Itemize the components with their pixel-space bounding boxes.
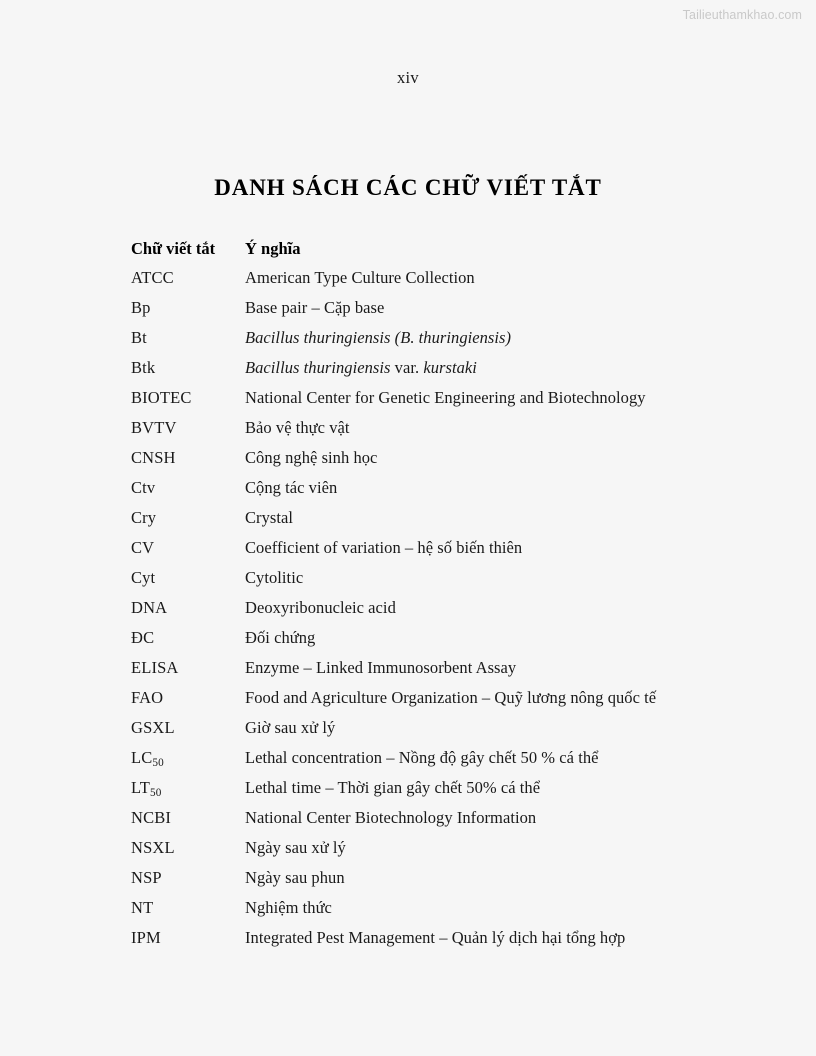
- table-row: [131, 893, 731, 923]
- abbreviation-meaning: National Center for Genetic Engineering and Biotechnology: [245, 388, 646, 407]
- table-row: [131, 683, 731, 713]
- abbreviation-term: Btk: [131, 358, 156, 377]
- abbreviation-meaning: Lethal time – Thời gian gây chết 50% cá thể: [245, 778, 541, 797]
- abbreviation-meaning: Nghiệm thức: [245, 898, 332, 917]
- abbreviation-term: ĐC: [131, 628, 155, 647]
- abbreviation-meaning: Ngày sau xử lý: [245, 838, 346, 857]
- abbreviation-meaning: Giờ sau xử lý: [245, 718, 336, 737]
- table-row: [131, 623, 731, 653]
- table-row: [131, 923, 731, 953]
- table-row: [131, 383, 731, 413]
- table-row: [131, 863, 731, 893]
- table-row: [131, 503, 731, 533]
- abbreviation-term: NCBI: [131, 808, 172, 827]
- abbreviation-term: NSP: [131, 868, 162, 887]
- table-row: [131, 773, 731, 803]
- abbreviation-term: ATCC: [131, 268, 174, 287]
- abbreviation-term: NSXL: [131, 838, 175, 857]
- term-subscript: 50: [149, 787, 162, 800]
- table-row: [131, 353, 731, 383]
- abbreviation-meaning: Đối chứng: [245, 628, 316, 647]
- table-row: [131, 533, 731, 563]
- abbreviation-term: Bt: [131, 328, 147, 347]
- abbreviation-term: DNA: [131, 598, 168, 617]
- table-body: [131, 263, 731, 953]
- abbreviation-term: Bp: [131, 298, 151, 317]
- abbreviation-meaning: Food and Agriculture Organization – Quỹ lương nông quốc tế: [245, 688, 657, 707]
- abbreviation-term: Cry: [131, 508, 157, 527]
- abbreviation-term: FAO: [131, 688, 164, 707]
- abbreviations-table: [131, 234, 731, 953]
- abbreviation-meaning: Bảo vệ thực vật: [245, 418, 350, 437]
- abbreviation-term: Cyt: [131, 568, 156, 587]
- abbreviation-term: $LT_{50}$: [131, 778, 162, 800]
- abbreviation-term: NT: [131, 898, 154, 917]
- abbreviation-meaning: Coefficient of variation – hệ số biến thiên: [245, 538, 523, 557]
- table-row: [131, 743, 731, 773]
- page-title: DANH SÁCH CÁC CHỮ VIẾT TẮT: [214, 175, 602, 201]
- table-row: [131, 293, 731, 323]
- table-row: [131, 413, 731, 443]
- table-row: [131, 833, 731, 863]
- abbreviation-meaning: Crystal: [245, 508, 294, 527]
- abbreviation-term: $LC_{50}$: [131, 748, 164, 770]
- abbreviation-term: BIOTEC: [131, 388, 192, 407]
- abbreviation-meaning: Ngày sau phun: [245, 868, 345, 887]
- table-row: [131, 323, 731, 353]
- table-row: [131, 653, 731, 683]
- term-subscript: 50: [152, 757, 164, 770]
- abbreviation-term: GSXL: [131, 718, 175, 737]
- abbreviation-meaning: Cộng tác viên: [245, 478, 338, 497]
- abbreviation-meaning: Bacillus thuringiensis (B. thuringiensis): [245, 328, 512, 347]
- table-row: [131, 713, 731, 743]
- page-number: xiv: [397, 68, 419, 87]
- table-row: [131, 263, 731, 293]
- abbreviation-meaning: Công nghệ sinh học: [245, 448, 378, 467]
- abbreviation-term: Ctv: [131, 478, 156, 497]
- table-row: [131, 593, 731, 623]
- abbreviation-meaning: Integrated Pest Management – Quản lý dịch hại tổng hợp: [245, 928, 626, 947]
- abbreviation-term: IPM: [131, 928, 161, 947]
- table-header-row: [131, 234, 731, 263]
- column-header-meaning: Ý nghĩa: [245, 239, 301, 258]
- abbreviation-meaning: Base pair – Cặp base: [245, 298, 385, 317]
- abbreviation-term: CNSH: [131, 448, 176, 467]
- column-header-term: Chữ viết tắt: [131, 239, 216, 258]
- abbreviation-meaning: Cytolitic: [245, 568, 304, 587]
- table-row: [131, 443, 731, 473]
- abbreviation-meaning: Enzyme – Linked Immunosorbent Assay: [245, 658, 517, 677]
- table-row: [131, 473, 731, 503]
- abbreviation-term: ELISA: [131, 658, 179, 677]
- abbreviation-meaning: American Type Culture Collection: [245, 268, 475, 287]
- abbreviation-meaning: Lethal concentration – Nồng độ gây chết 50 % cá thể: [245, 748, 599, 767]
- table-row: [131, 803, 731, 833]
- abbreviation-meaning: Bacillus thuringiensis var. kurstaki: [245, 358, 477, 377]
- table-header: [131, 234, 731, 263]
- abbreviation-meaning: Deoxyribonucleic acid: [245, 598, 396, 617]
- site-watermark: Tailieuthamkhao.com: [682, 8, 802, 22]
- abbreviation-term: CV: [131, 538, 155, 557]
- abbreviation-meaning: National Center Biotechnology Information: [245, 808, 537, 827]
- table-row: [131, 563, 731, 593]
- abbreviation-term: BVTV: [131, 418, 177, 437]
